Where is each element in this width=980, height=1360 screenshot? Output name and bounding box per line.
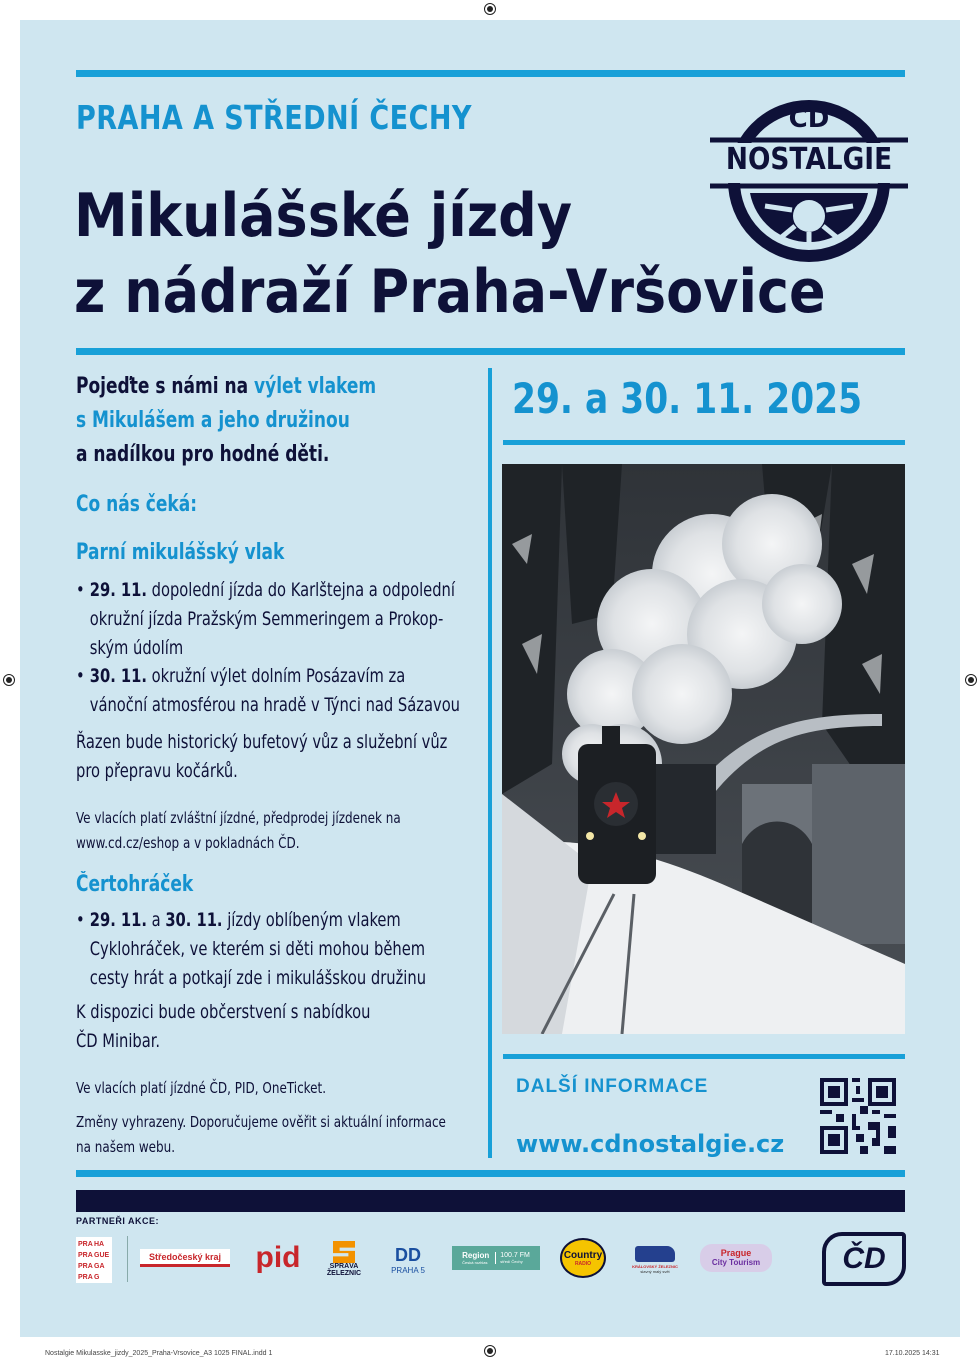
registration-mark-right — [965, 674, 977, 686]
partners-label: PARTNEŘI AKCE: — [76, 1216, 159, 1226]
intro-part-1: Pojeďte s námi na — [76, 374, 255, 399]
cd-nostalgie-logo — [710, 98, 908, 264]
date-rule — [503, 440, 905, 445]
steam-train-heading: Parní mikulášský vlak — [76, 540, 285, 565]
intro-highlight-2: s Mikulášem a jeho družinou — [76, 408, 350, 433]
praha-logo — [76, 1237, 112, 1283]
changes-note — [76, 1110, 446, 1160]
logo-top-text: ČD — [788, 104, 830, 134]
steam-b2-line1: okružní výlet dolním Posázavím za — [146, 665, 406, 687]
country-sub: RADIO — [574, 1260, 592, 1267]
steam-b1-line2: okružní jízda Pražským Semmeringem a Prokop- — [89, 608, 444, 630]
pid-text: pid — [255, 1241, 301, 1274]
steam-bullet-2 — [76, 662, 461, 720]
cd-logo — [822, 1232, 906, 1286]
steam-note-line1: Řazen bude historický bufetový vůz a služební vůz — [76, 731, 448, 753]
steam-b1-line1: dopolední jízda do Karlštejna a odpolední — [146, 579, 455, 601]
what-heading: Co nás čeká: — [76, 492, 198, 517]
print-footer-file: Nostalgie Mikulasske_jizdy_2025_Praha-Vrsovice_A3 1025 FINAL.indd 1 — [45, 1350, 273, 1357]
certohracek-note — [76, 998, 429, 1056]
certohracek-bullet — [76, 906, 429, 993]
praha-line-5: PRA — [78, 1263, 93, 1270]
pct-line1: Prague — [720, 1248, 752, 1258]
info-url[interactable]: www.cdnostalgie.cz — [516, 1130, 785, 1158]
steam-b1-line3: ským údolím — [89, 637, 184, 659]
pid-logo — [250, 1240, 306, 1276]
info-rule — [503, 1054, 905, 1059]
steam-bullet-1 — [76, 576, 455, 663]
cert-note-line2: ČD Minibar. — [76, 1030, 160, 1052]
cert-b1-date1: 29. 11. — [89, 909, 147, 931]
registration-mark-top — [484, 3, 496, 15]
print-footer-timestamp: 17.10.2025 14:31 — [885, 1350, 940, 1357]
praha-line-7: PRA — [78, 1274, 93, 1281]
praha-line-6: GA — [94, 1263, 105, 1270]
praha-line-1: PRA — [78, 1241, 93, 1248]
kz-sub: slavný malý svět — [640, 1269, 670, 1274]
bottom-navy-bar — [76, 1190, 905, 1212]
praha-line-8: G — [94, 1274, 100, 1281]
steam-b2-date: 30. 11. — [89, 665, 147, 687]
steam-ticket-line2: www.cd.cz/eshop a v pokladnách ČD. — [76, 834, 300, 852]
intro-text — [76, 370, 429, 472]
certohracek-heading: Čertohráček — [76, 872, 194, 897]
region-sub: Česká rozhlas — [462, 1260, 488, 1265]
event-date: 29. a 30. 11. 2025 — [512, 374, 863, 423]
changes-line1: Změny vyhrazeny. Doporučujeme ověřit si aktuální informace — [76, 1113, 446, 1131]
qr-code[interactable] — [820, 1078, 896, 1154]
cert-b1-and: a — [146, 909, 166, 931]
sz-icon — [333, 1241, 355, 1263]
steam-b1-date: 29. 11. — [89, 579, 147, 601]
cd-text: ČD — [842, 1242, 886, 1275]
country-text: Country — [563, 1249, 603, 1261]
steam-b2-line2: vánoční atmosférou na hradě v Týnci nad Sázavou — [89, 694, 461, 716]
region-freq-sub: středí Čechy — [500, 1259, 523, 1264]
praha-line-3: PRA — [78, 1252, 93, 1259]
changes-line2: na našem webu. — [76, 1138, 176, 1156]
top-rule — [76, 70, 905, 77]
pct-line2: City Tourism — [711, 1258, 761, 1267]
info-label: DALŠÍ INFORMACE — [516, 1076, 709, 1097]
cert-note-line1: K dispozici bude občerstvení s nabídkou — [76, 1001, 371, 1023]
fare-note: Ve vlacích platí jízdné ČD, PID, OneTicket. — [76, 1079, 327, 1097]
intro-part-3: a nadílkou pro hodné děti. — [76, 442, 330, 467]
stredocesky-text: Středočeský kraj — [148, 1251, 222, 1262]
partner-divider — [127, 1236, 128, 1282]
cert-b1-line1: jízdy oblíbeným vlakem — [222, 909, 401, 931]
title-line-1: Mikulášské jízdy — [74, 181, 573, 251]
prague-city-tourism-logo — [700, 1244, 772, 1272]
cert-b1-line2: Cyklohráček, ve kterém si děti mohou během — [89, 938, 426, 960]
logo-main-text: NOSTALGIE — [725, 142, 893, 177]
praha-line-4: GUE — [94, 1252, 110, 1259]
region-freq: 100.7 FM — [500, 1252, 530, 1259]
middle-rule — [76, 348, 905, 355]
region-radio-logo — [452, 1246, 540, 1270]
praha5-logo — [382, 1240, 434, 1280]
cert-b1-date2: 30. 11. — [165, 909, 223, 931]
steam-note — [76, 728, 448, 786]
sz-line1: SPRÁVA — [329, 1263, 359, 1270]
steam-ticket-line1: Ve vlacích platí zvláštní jízdné, předprodej jízdenek na — [76, 809, 401, 827]
steam-note-line2: pro přepravu kočárků. — [76, 760, 238, 782]
locomotive-icon — [635, 1246, 675, 1262]
cert-b1-line3: cesty hrát a potkají zde i mikulášskou družinu — [89, 967, 427, 989]
bottom-rule — [76, 1170, 905, 1177]
steam-ticket-info — [76, 806, 429, 856]
vertical-divider — [488, 368, 492, 1158]
region-name: Region — [462, 1251, 490, 1260]
sprava-zeleznic-logo — [322, 1234, 366, 1284]
praha-line-2: HA — [94, 1241, 105, 1248]
dd-text: DD — [395, 1245, 421, 1265]
kralovstvi-zeleznic-logo — [630, 1240, 680, 1280]
praha5-text: PRAHA 5 — [391, 1266, 425, 1275]
country-radio-logo — [560, 1238, 606, 1278]
stredocesky-kraj-logo — [140, 1249, 230, 1267]
region-heading: PRAHA A STŘEDNÍ ČECHY — [76, 98, 472, 137]
sz-line2: ŽELEZNIC — [326, 1270, 362, 1277]
steam-train-photo — [502, 464, 905, 1034]
intro-highlight-1: výlet vlakem — [254, 374, 377, 399]
title-line-2: z nádraží Praha-Vršovice — [74, 257, 826, 327]
registration-mark-bottom — [484, 1345, 496, 1357]
registration-mark-left — [3, 674, 15, 686]
kz-text: KRÁLOVSKÝ ŽELEZNIC — [632, 1264, 678, 1269]
